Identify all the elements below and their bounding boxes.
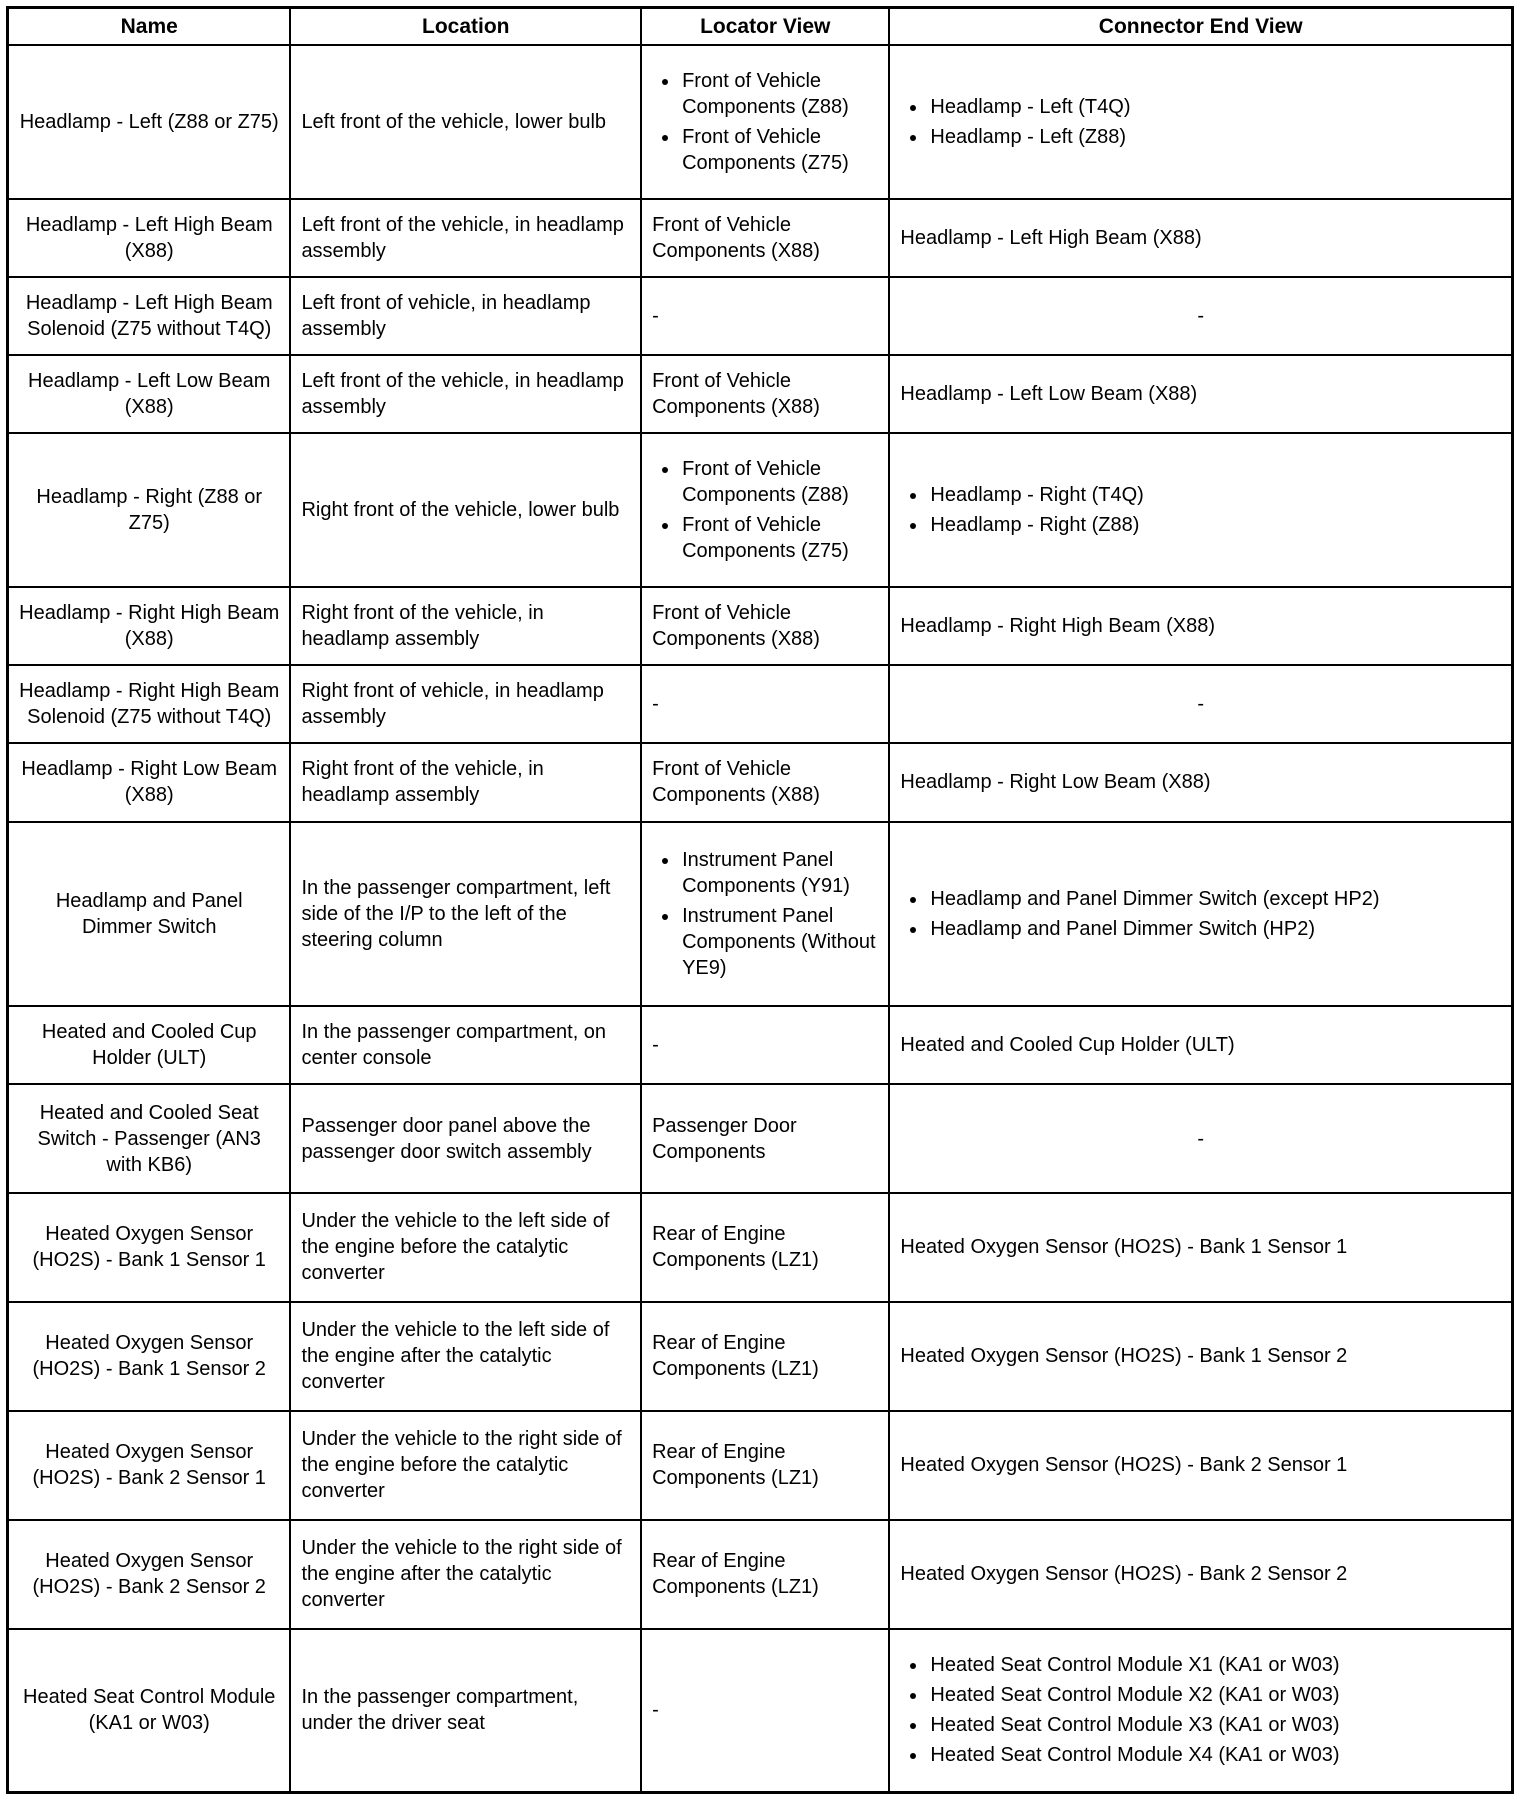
- connector-cell: [889, 1629, 1512, 1793]
- connector-cell: Headlamp - Right Low Beam (X88): [889, 743, 1512, 821]
- bullet-list: [900, 1652, 1501, 1768]
- name-cell: Headlamp - Left (Z88 or Z75): [8, 45, 291, 199]
- locator-cell: Rear of Engine Components (LZ1): [641, 1302, 889, 1411]
- location-cell: Left front of the vehicle, in headlamp assembly: [290, 199, 641, 277]
- bullet-item: • Headlamp and Panel Dimmer Switch (HP2): [928, 916, 1501, 942]
- header-location: Location: [290, 8, 641, 46]
- table-row: [8, 665, 1513, 743]
- locator-cell: Front of Vehicle Components (X88): [641, 199, 889, 277]
- bullet-list: [900, 94, 1501, 150]
- locator-cell: Front of Vehicle Components (X88): [641, 743, 889, 821]
- bullet-item: • Headlamp and Panel Dimmer Switch (except HP2): [928, 886, 1501, 912]
- bullet-item: • Instrument Panel Components (Without YE9): [680, 903, 878, 981]
- table-row: [8, 1084, 1513, 1193]
- name-cell: Headlamp and Panel Dimmer Switch: [8, 822, 291, 1007]
- bullet-item: • Headlamp - Right (T4Q): [928, 482, 1501, 508]
- bullet-item: • Front of Vehicle Components (Z75): [680, 124, 878, 176]
- locator-cell: -: [641, 277, 889, 355]
- locator-cell: Rear of Engine Components (LZ1): [641, 1411, 889, 1520]
- table-row: [8, 743, 1513, 821]
- header-name: Name: [8, 8, 291, 46]
- connector-cell: Headlamp - Right High Beam (X88): [889, 587, 1512, 665]
- table-row: [8, 355, 1513, 433]
- table-row: [8, 587, 1513, 665]
- location-cell: In the passenger compartment, left side of the I/P to the left of the steering column: [290, 822, 641, 1007]
- table-body: [8, 45, 1513, 1792]
- locator-cell: -: [641, 1006, 889, 1084]
- locator-cell: [641, 433, 889, 587]
- location-cell: Under the vehicle to the left side of the engine after the catalytic converter: [290, 1302, 641, 1411]
- bullet-item: • Front of Vehicle Components (Z88): [680, 456, 878, 508]
- connector-cell: Headlamp - Left Low Beam (X88): [889, 355, 1512, 433]
- bullet-item: • Headlamp - Right (Z88): [928, 512, 1501, 538]
- location-cell: Right front of the vehicle, lower bulb: [290, 433, 641, 587]
- locator-cell: Front of Vehicle Components (X88): [641, 355, 889, 433]
- table-row: [8, 1411, 1513, 1520]
- location-cell: Left front of the vehicle, lower bulb: [290, 45, 641, 199]
- table-row: [8, 45, 1513, 199]
- location-cell: Right front of vehicle, in headlamp assembly: [290, 665, 641, 743]
- bullet-item: • Heated Seat Control Module X3 (KA1 or W03): [928, 1712, 1501, 1738]
- name-cell: Headlamp - Right Low Beam (X88): [8, 743, 291, 821]
- locator-cell: -: [641, 665, 889, 743]
- location-cell: Passenger door panel above the passenger door switch assembly: [290, 1084, 641, 1193]
- connector-cell: Headlamp - Left High Beam (X88): [889, 199, 1512, 277]
- connector-cell: Heated Oxygen Sensor (HO2S) - Bank 1 Sensor 2: [889, 1302, 1512, 1411]
- table-row: [8, 433, 1513, 587]
- connector-cell: -: [889, 1084, 1512, 1193]
- name-cell: Headlamp - Left Low Beam (X88): [8, 355, 291, 433]
- bullet-item: • Front of Vehicle Components (Z75): [680, 512, 878, 564]
- connector-cell: [889, 822, 1512, 1007]
- location-cell: Left front of the vehicle, in headlamp assembly: [290, 355, 641, 433]
- bullet-list: [900, 482, 1501, 538]
- connector-locator-table: [6, 6, 1514, 1794]
- table-row: [8, 199, 1513, 277]
- name-cell: Heated Oxygen Sensor (HO2S) - Bank 1 Sensor 2: [8, 1302, 291, 1411]
- name-cell: Headlamp - Right High Beam Solenoid (Z75 without T4Q): [8, 665, 291, 743]
- table-row: [8, 1520, 1513, 1629]
- table-row: [8, 1629, 1513, 1793]
- table-row: [8, 1006, 1513, 1084]
- connector-cell: [889, 433, 1512, 587]
- header-row: [8, 8, 1513, 46]
- name-cell: Headlamp - Right High Beam (X88): [8, 587, 291, 665]
- connector-cell: Heated Oxygen Sensor (HO2S) - Bank 2 Sensor 1: [889, 1411, 1512, 1520]
- name-cell: Heated Oxygen Sensor (HO2S) - Bank 1 Sensor 1: [8, 1193, 291, 1302]
- bullet-item: • Heated Seat Control Module X1 (KA1 or W03): [928, 1652, 1501, 1678]
- locator-cell: Rear of Engine Components (LZ1): [641, 1193, 889, 1302]
- bullet-item: • Headlamp - Left (T4Q): [928, 94, 1501, 120]
- locator-cell: Front of Vehicle Components (X88): [641, 587, 889, 665]
- location-cell: Right front of the vehicle, in headlamp assembly: [290, 587, 641, 665]
- bullet-item: • Headlamp - Left (Z88): [928, 124, 1501, 150]
- table-row: [8, 822, 1513, 1007]
- table-row: [8, 1193, 1513, 1302]
- name-cell: Headlamp - Left High Beam Solenoid (Z75 without T4Q): [8, 277, 291, 355]
- connector-cell: Heated Oxygen Sensor (HO2S) - Bank 1 Sensor 1: [889, 1193, 1512, 1302]
- bullet-list: [652, 68, 878, 176]
- name-cell: Heated Oxygen Sensor (HO2S) - Bank 2 Sensor 1: [8, 1411, 291, 1520]
- location-cell: Under the vehicle to the right side of the engine before the catalytic converter: [290, 1411, 641, 1520]
- header-connector-end-view: Connector End View: [889, 8, 1512, 46]
- header-locator-view: Locator View: [641, 8, 889, 46]
- name-cell: Heated and Cooled Seat Switch - Passenger (AN3 with KB6): [8, 1084, 291, 1193]
- table-row: [8, 1302, 1513, 1411]
- locator-cell: -: [641, 1629, 889, 1793]
- bullet-list: [652, 456, 878, 564]
- name-cell: Heated and Cooled Cup Holder (ULT): [8, 1006, 291, 1084]
- name-cell: Heated Seat Control Module (KA1 or W03): [8, 1629, 291, 1793]
- connector-cell: Heated Oxygen Sensor (HO2S) - Bank 2 Sensor 2: [889, 1520, 1512, 1629]
- name-cell: Headlamp - Right (Z88 or Z75): [8, 433, 291, 587]
- location-cell: Left front of vehicle, in headlamp assembly: [290, 277, 641, 355]
- location-cell: In the passenger compartment, on center console: [290, 1006, 641, 1084]
- name-cell: Headlamp - Left High Beam (X88): [8, 199, 291, 277]
- bullet-item: • Heated Seat Control Module X4 (KA1 or W03): [928, 1742, 1501, 1768]
- connector-cell: Heated and Cooled Cup Holder (ULT): [889, 1006, 1512, 1084]
- bullet-list: [900, 886, 1501, 942]
- name-cell: Heated Oxygen Sensor (HO2S) - Bank 2 Sensor 2: [8, 1520, 291, 1629]
- bullet-item: • Heated Seat Control Module X2 (KA1 or W03): [928, 1682, 1501, 1708]
- location-cell: Under the vehicle to the left side of the engine before the catalytic converter: [290, 1193, 641, 1302]
- location-cell: In the passenger compartment, under the driver seat: [290, 1629, 641, 1793]
- locator-cell: [641, 45, 889, 199]
- table-row: [8, 277, 1513, 355]
- locator-cell: [641, 822, 889, 1007]
- connector-cell: -: [889, 665, 1512, 743]
- connector-cell: [889, 45, 1512, 199]
- locator-cell: Rear of Engine Components (LZ1): [641, 1520, 889, 1629]
- bullet-item: • Instrument Panel Components (Y91): [680, 847, 878, 899]
- bullet-item: • Front of Vehicle Components (Z88): [680, 68, 878, 120]
- location-cell: Under the vehicle to the right side of the engine after the catalytic converter: [290, 1520, 641, 1629]
- locator-cell: Passenger Door Components: [641, 1084, 889, 1193]
- location-cell: Right front of the vehicle, in headlamp assembly: [290, 743, 641, 821]
- connector-cell: -: [889, 277, 1512, 355]
- bullet-list: [652, 847, 878, 981]
